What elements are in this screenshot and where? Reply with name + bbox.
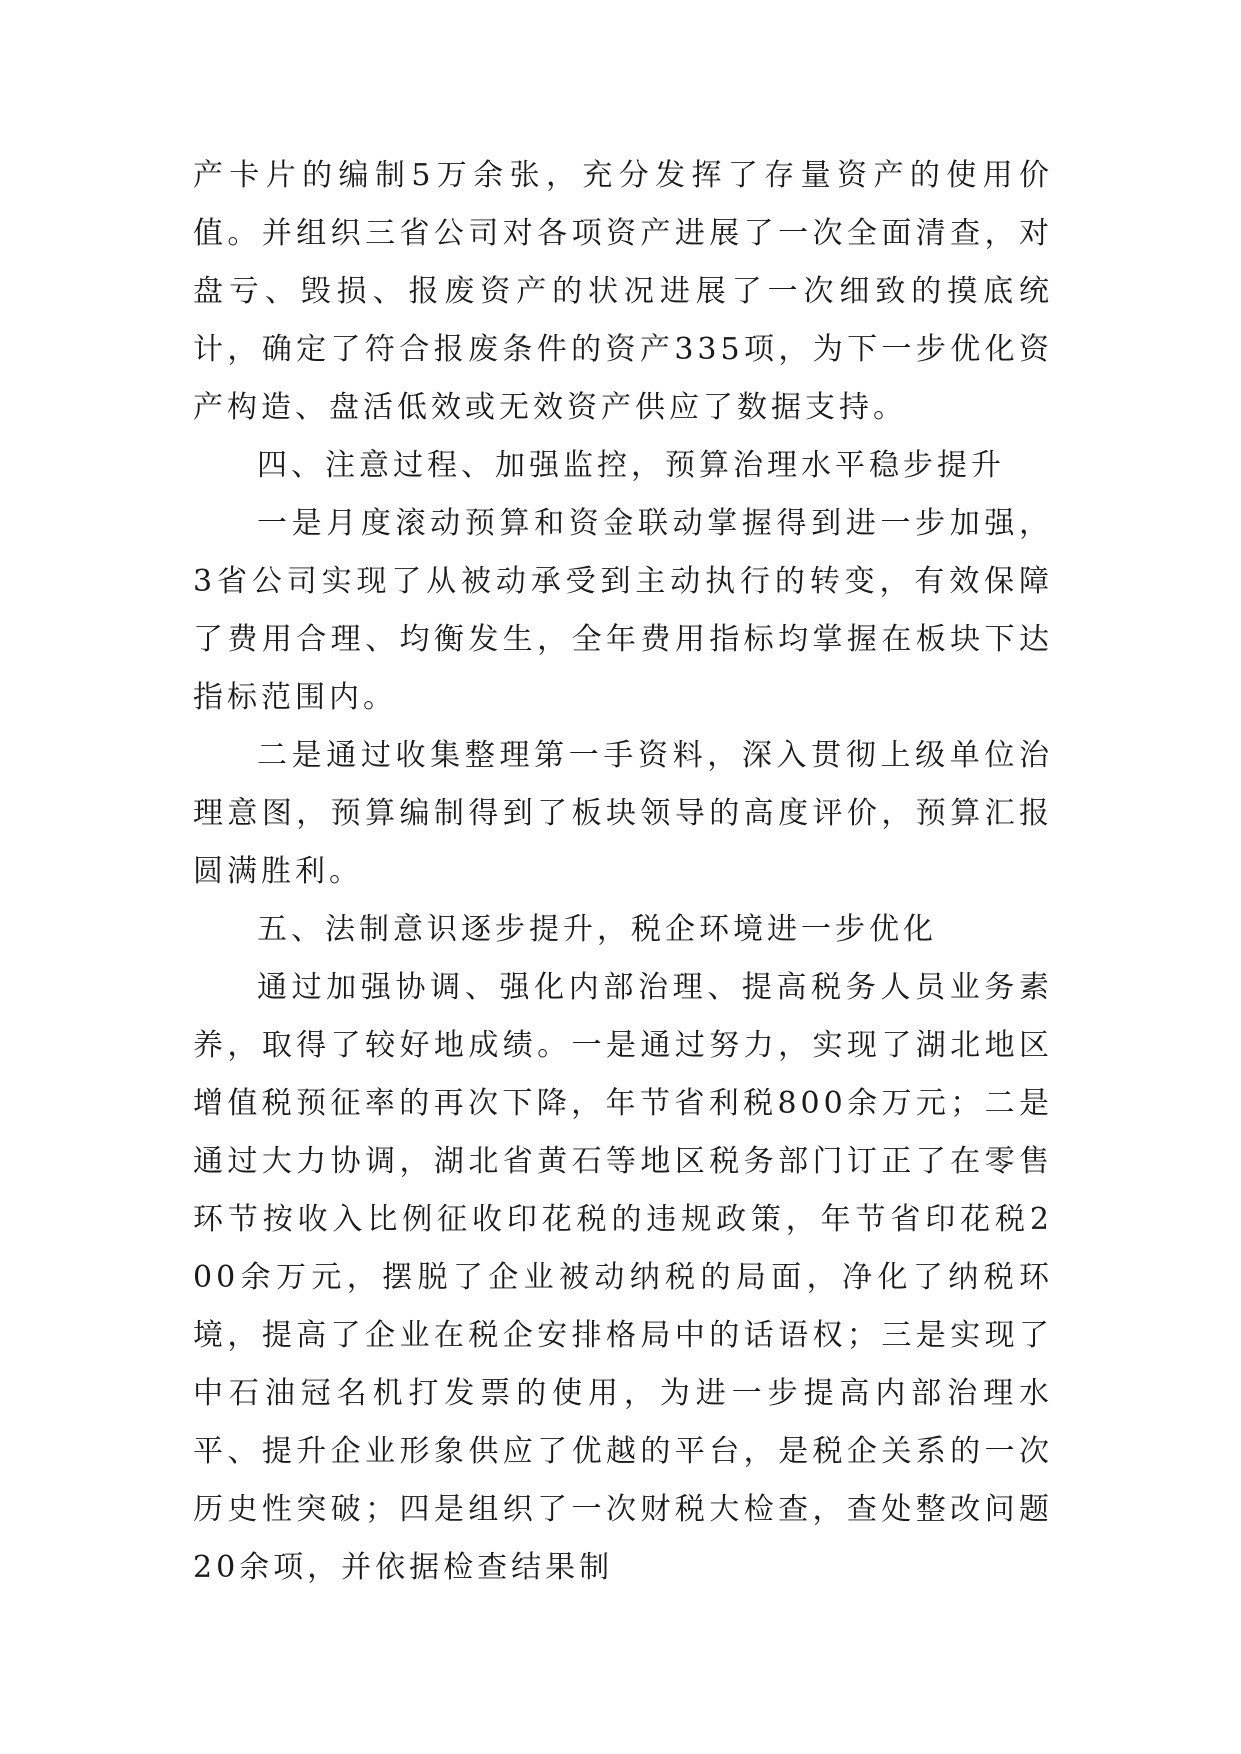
paragraph-tax-environment: 通过加强协调、强化内部治理、提高税务人员业务素养，取得了较好地成绩。一是通过努力，实现了湖北地区增值税预征率的再次下降，年节省利税800余万元；二是通过大力协调，湖北省黄石等地区税务部门订正了在零售环节按收入比例征收印花税的违规政策，年节省印花税200余万元，摆脱了企业被动纳税的局面，净化了纳税环境，提高了企业在税企安排格局中的话语权；三是实现了中石油冠名机打发票的使用，为进一步提高内部治理水平、提升企业形象供应了优越的平台，是税企关系的一次历史性突破；四是组织了一次财税大检查，查处整改问题20余项，并依据检查结果制 [193,970,1053,1585]
section-heading-tax: 五、法制意识逐步提升，税企环境进一步优化 [257,912,937,947]
paragraph-budget-preparation: 二是通过收集整理第一手资料，深入贯彻上级单位治理意图，预算编制得到了板块领导的高度评价，预算汇报圆满胜利。 [193,738,1053,889]
paragraph-asset-cards: 产卡片的编制5万余张，充分发挥了存量资产的使用价值。并组织三省公司对各项资产进展了一次全面清查，对盘亏、毁损、报废资产的状况进展了一次细致的摸底统计，确定了符合报废条件的资产335项，为下一步优化资产构造、盘活低效或无效资产供应了数据支持。 [193,158,1053,425]
body-text [193,147,1053,1597]
paragraph-rolling-budget: 一是月度滚动预算和资金联动掌握得到进一步加强，3省公司实现了从被动承受到主动执行的转变，有效保障了费用合理、均衡发生，全年费用指标均掌握在板块下达指标范围内。 [193,506,1053,715]
section-heading-budget: 四、注意过程、加强监控，预算治理水平稳步提升 [257,448,1005,483]
